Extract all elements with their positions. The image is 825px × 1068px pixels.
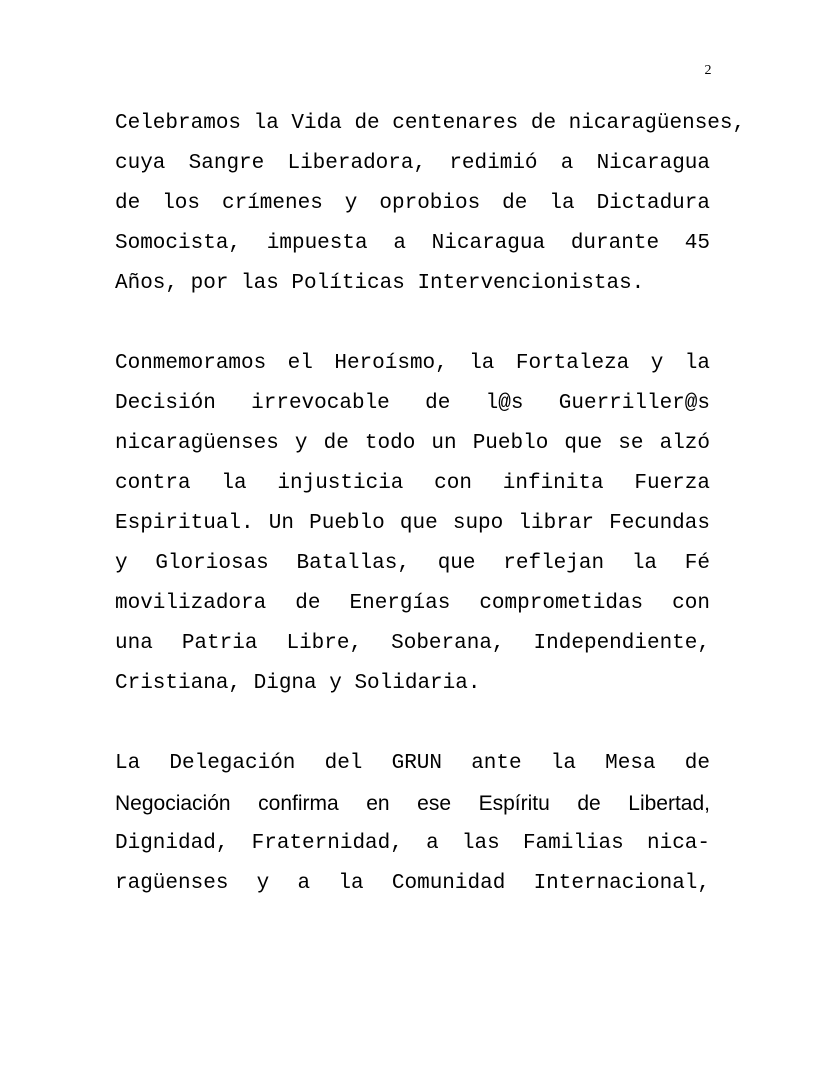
text-line: Espiritual. Un Pueblo que supo librar Fecundas bbox=[115, 512, 710, 535]
text-line: Celebramos la Vida de centenares de nicaragüenses, bbox=[115, 112, 746, 135]
text-line: de los crímenes y oprobios de la Dictadura bbox=[115, 192, 710, 215]
text-line: La Delegación del GRUN ante la Mesa de bbox=[115, 752, 710, 775]
text-line: nicaragüenses y de todo un Pueblo que se alzó bbox=[115, 432, 710, 455]
text-line: Dignidad, Fraternidad, a las Familias nica- bbox=[115, 832, 710, 855]
paragraph-delegacion bbox=[115, 744, 710, 904]
text-line: movilizadora de Energías comprometidas con bbox=[115, 592, 710, 615]
text-line: Somocista, impuesta a Nicaragua durante 45 bbox=[115, 232, 710, 255]
text-line: cuya Sangre Liberadora, redimió a Nicaragua bbox=[115, 152, 710, 175]
text-line: Decisión irrevocable de l@s Guerriller@s bbox=[115, 392, 710, 415]
text-line: contra la injusticia con infinita Fuerza bbox=[115, 472, 710, 495]
text-line: y Gloriosas Batallas, que reflejan la Fé bbox=[115, 552, 710, 575]
text-line: Negociación confirma en ese Espíritu de Libertad, bbox=[115, 792, 710, 815]
text-line: una Patria Libre, Soberana, Independiente, bbox=[115, 632, 710, 655]
text-line: ragüenses y a la Comunidad Internacional, bbox=[115, 872, 710, 895]
paragraph-conmemoramos bbox=[115, 344, 710, 704]
text-line: Años, por las Políticas Intervencionistas. bbox=[115, 272, 645, 295]
text-line: Cristiana, Digna y Solidaria. bbox=[115, 672, 481, 695]
page-number: 2 bbox=[704, 63, 712, 78]
text-line: Conmemoramos el Heroísmo, la Fortaleza y la bbox=[115, 352, 710, 375]
paragraph-celebramos bbox=[115, 104, 746, 304]
